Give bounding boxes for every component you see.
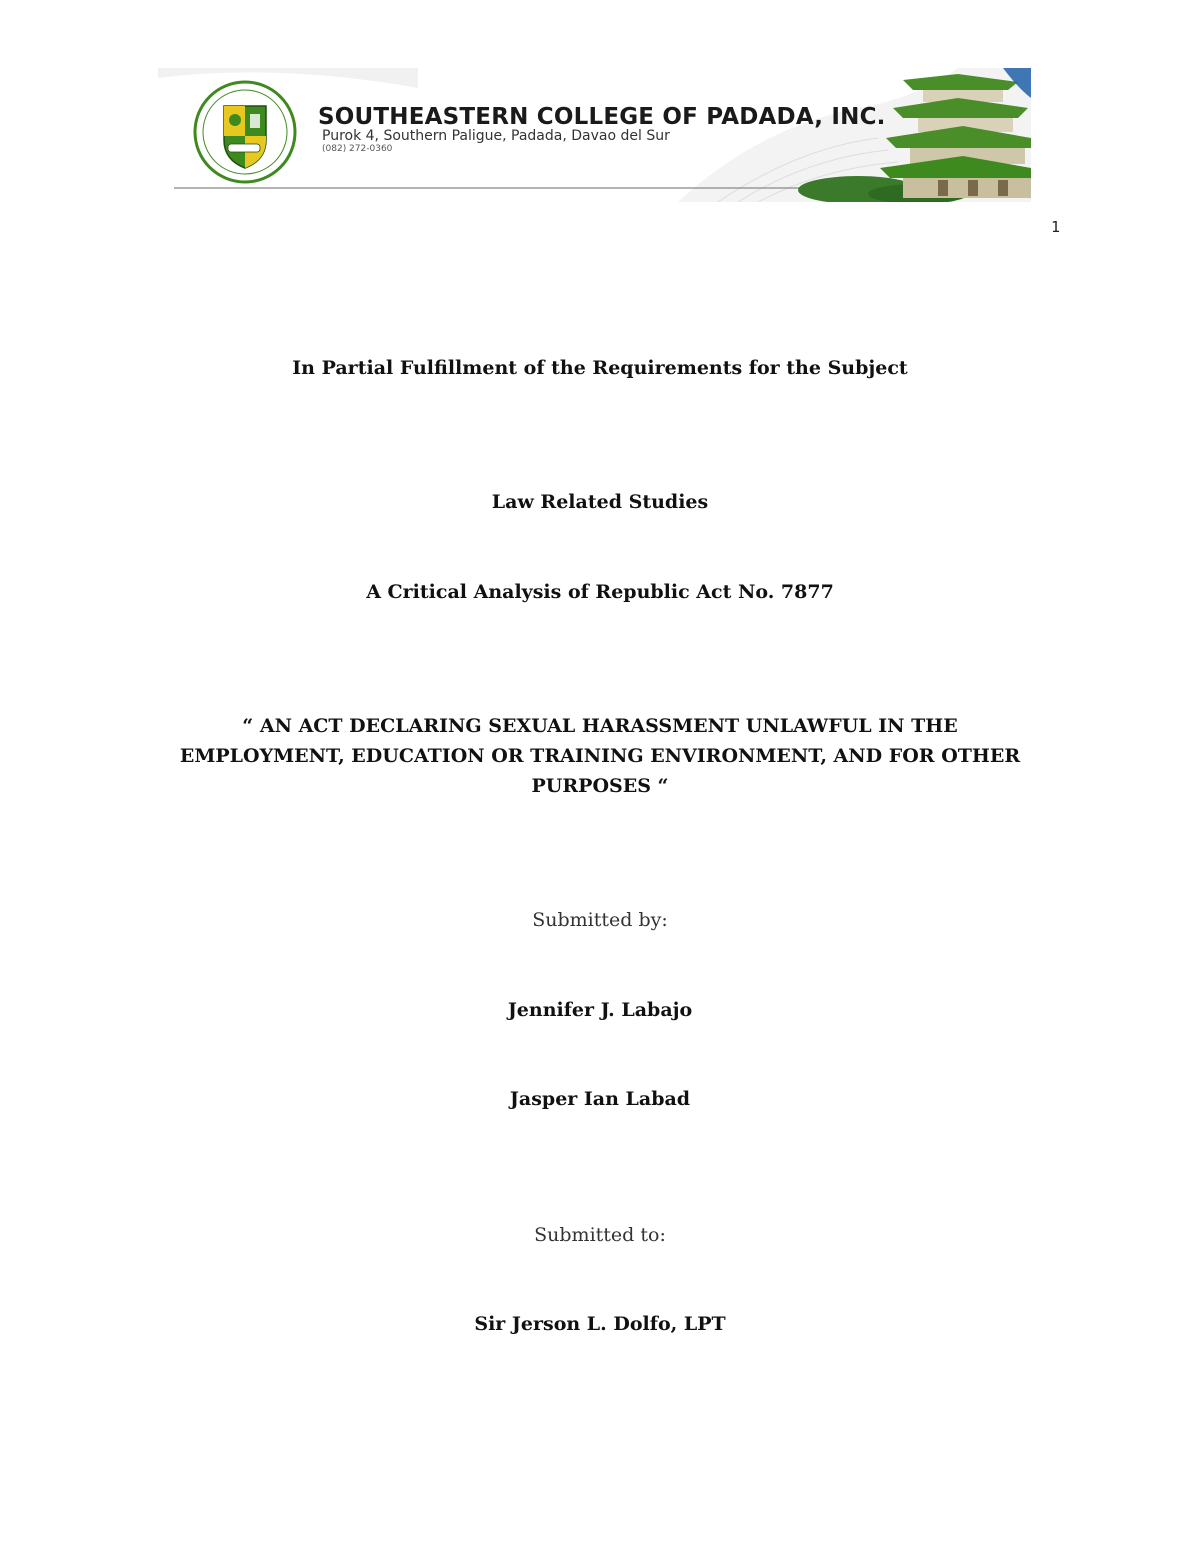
act-title-line-2: EMPLOYMENT, EDUCATION OR TRAINING ENVIRONMENT, AND FOR OTHER [179,745,1021,767]
author-name: Jasper Ian Labad [509,1088,691,1110]
author-name: Jennifer J. Labajo [507,999,693,1021]
submitted-by-label: Submitted by: [532,909,668,931]
act-title-line-3: PURPOSES “ [531,775,669,797]
submitted-to-label: Submitted to: [534,1224,666,1246]
letterhead-banner [158,68,1031,202]
analysis-title: A Critical Analysis of Republic Act No. 7877 [366,581,834,603]
act-title-line-1: “ AN ACT DECLARING SEXUAL HARASSMENT UNLAWFUL IN THE [242,715,958,737]
instructor-name: Sir Jerson L. Dolfo, LPT [474,1313,726,1335]
fulfillment-statement: In Partial Fulfillment of the Requirements for the Subject [292,357,908,379]
page-number: 1 [1050,218,1060,236]
college-phone: (082) 272-0360 [322,144,393,154]
college-name: SOUTHEASTERN COLLEGE OF PADADA, INC. [318,104,886,130]
subject-title: Law Related Studies [491,491,709,513]
college-seal-icon [195,82,295,182]
college-address: Purok 4, Southern Paligue, Padada, Davao del Sur [322,128,670,144]
